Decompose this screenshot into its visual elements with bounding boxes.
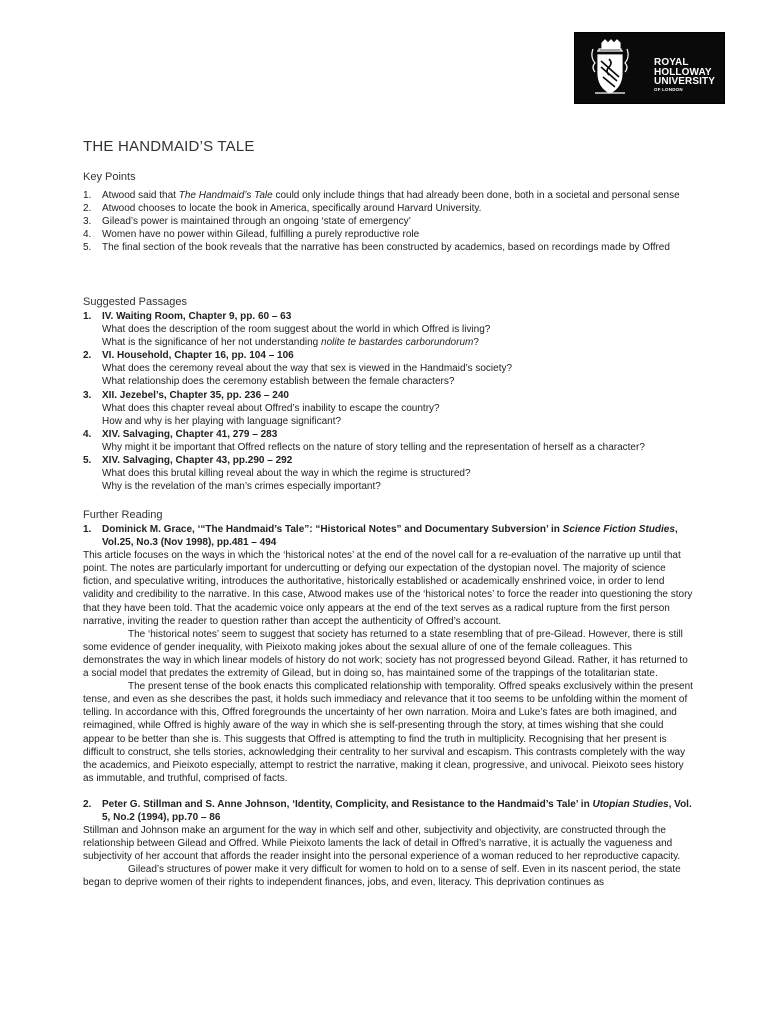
passage-question: What does this brutal killing reveal about the way in which the regime is structured? — [102, 468, 471, 480]
reading-paragraph: The present tense of the book enacts this complicated relationship with temporality. Offred speaks exclusively within the present tense, and even as she describes the past, it holds such immediacy and relevance that it too seems to be unfolding within the moment of telling. In accordance with this, Offred foregrounds the uncertainty of her own narration. Moira and Luke’s fates are both imagined, and reimagined, while Offred is highly aware of the way in which she is self-presenting through the story, at times wishing that she could appear to be better than she is. This suggests that Offred is attempting to find the truth in multiplicity. Recognising that her present is difficult to construct, she tells stories, acknowledging their centrality to her survival and escapism. This contrasts completely with the way the academics, and Pieixoto especially, attempt to restrict the narrative, making it clean, progressive, and univocal. Pieixoto sees history as immutable, and truthful, comprised of facts. — [83, 681, 693, 784]
passage-item — [83, 454, 693, 493]
reading-journal: Science Fiction Studies — [562, 524, 675, 535]
passage-question: Why might it be important that Offred reflects on the nature of story telling and the representation of herself as a character? — [102, 441, 645, 453]
logo-line: OF LONDON — [654, 86, 683, 92]
passage-item — [83, 349, 693, 388]
key-point-text: Atwood chooses to locate the book in America, specifically around Harvard University. — [102, 203, 482, 215]
key-points-heading: Key Points — [83, 171, 136, 183]
key-point-number: 3. — [83, 216, 92, 228]
key-point-number: 1. — [83, 190, 92, 201]
reading-paragraph: Gilead’s structures of power make it very difficult for women to hold on to a sense of self. Even in its nascent period, the state began to deprive women of their rights to independent finances, jobs, and even, literacy. This deprivation continues as — [83, 864, 681, 889]
key-point-text: Gilead’s power is maintained through an ongoing ‘state of emergency’ — [102, 216, 411, 228]
reading-entry-title — [83, 523, 693, 549]
suggested-passages-heading: Suggested Passages — [83, 296, 187, 308]
key-point-text: Women have no power within Gilead, fulfilling a purely reproductive role — [102, 229, 420, 241]
passage-question — [102, 336, 693, 349]
passage-title: XIV. Salvaging, Chapter 41, 279 – 283 — [102, 428, 278, 440]
university-crest-icon — [589, 39, 631, 99]
logo-wordmark — [654, 58, 715, 93]
key-point-text: could only include things that had already been done, both in a societal and personal sense — [272, 190, 680, 201]
passage-question — [102, 415, 693, 428]
passage-question — [102, 375, 693, 388]
key-point-number: 4. — [83, 229, 92, 241]
university-logo — [574, 32, 725, 104]
logo-line: HOLLOWAY — [654, 66, 712, 78]
passage-number: 2. — [83, 350, 92, 362]
passage-question-text: Why is the revelation of the man’s crimes especially important? — [102, 481, 381, 493]
reading-number: 2. — [83, 798, 92, 810]
key-point-title: The Handmaid’s Tale — [178, 190, 273, 201]
key-point-item — [83, 189, 693, 202]
key-point-item — [83, 215, 693, 228]
passage-title: VI. Household, Chapter 16, pp. 104 – 106 — [102, 350, 294, 362]
key-points-list — [83, 189, 693, 254]
key-point-number: 5. — [83, 242, 92, 254]
key-point-item — [83, 202, 693, 215]
passage-item — [83, 310, 693, 349]
passage-question — [102, 480, 693, 493]
key-point-text: The final section of the book reveals that the narrative has been constructed by academics, based on recordings made by Offred — [102, 242, 670, 254]
passage-title: IV. Waiting Room, Chapter 9, pp. 60 – 63 — [102, 311, 292, 322]
reading-title: Peter G. Stillman and S. Anne Johnson, ‘Identity, Complicity, and Resistance to the Handmaid’s Tale’ in — [102, 798, 593, 810]
reading-paragraph: Stillman and Johnson make an argument for the way in which self and other, subjectivity and objectivity, are constructed through the relationship between Gilead and Offred. While Pieixoto laments the lack of detail in Offred’s narrative, it is actually the vagueness and subjectivity of her account that affords the reader insight into the personal experience of a woman reduced to her reproductive capacity. — [83, 825, 681, 863]
reading-paragraph: The ‘historical notes’ seem to suggest that society has returned to a state resembling that of pre-Gilead. However, there is still some evidence of gender inequality, with Pieixoto making jokes about the sexual allure of one of the female colleagues. This demonstrates the way in which linear models of history do not work; society has not progressed beyond Gilead. Rather, it has returned to a social model that predates the extremity of Gilead, but in doing so, has maintained some of the trappings of the totalitarian state. — [83, 628, 688, 680]
key-point-number: 2. — [83, 203, 92, 215]
passage-number: 5. — [83, 455, 92, 467]
reading-citation: , Vol.25, No.3 (Nov 1998), pp.481 – 494 — [102, 524, 678, 549]
further-reading-heading: Further Reading — [83, 509, 163, 521]
key-point-item — [83, 228, 693, 241]
passage-question-latin: nolite te bastardes carborundorum — [321, 337, 474, 349]
reading-paragraph: This article focuses on the ways in which the ‘historical notes’ at the end of the novel call for a re-evaluation of the narrative up until that point. The notes are particularly important for undercutting or defying our expectation of the dystopian novel. The majority of science fiction, and speculative writing, introduces the authoritative, historically established or academically enshrined voice, in order to lend validity and credibility to the narrative. In this case, Atwood makes use of the ‘historical notes’ to force the reader into questioning the story that they have been told. That the academic voice only appears at the end of the text serves as a radical rupture from the first person narrative, inviting the reader to question rather than accept the authenticity of Offred’s account. — [83, 550, 693, 627]
passage-question: What does this chapter reveal about Offred’s inability to escape the country? — [102, 402, 440, 414]
passage-title: XII. Jezebel’s, Chapter 35, pp. 236 – 240 — [102, 389, 289, 401]
further-reading-section — [83, 523, 693, 890]
reading-entry-title — [83, 798, 693, 824]
document-title: THE HANDMAID’S TALE — [83, 138, 255, 155]
reading-journal: Utopian Studies — [592, 798, 669, 810]
passage-item — [83, 389, 693, 428]
suggested-passages-list — [83, 310, 693, 493]
key-point-item — [83, 241, 693, 254]
key-point-text: Atwood said that — [102, 190, 179, 201]
passage-question: What does the ceremony reveal about the way that sex is viewed in the Handmaid’s society? — [102, 363, 513, 375]
passage-question-text: How and why is her playing with language significant? — [102, 415, 342, 427]
reading-title: Dominick M. Grace, ‘“The Handmaid’s Tale”: “Historical Notes” and Documentary Subversion’ in — [102, 524, 563, 535]
passage-question: What does the description of the room suggest about the world in which Offred is living? — [102, 324, 491, 336]
reading-citation: , Vol. 5, No.2 (1994), pp.70 – 86 — [102, 798, 692, 823]
passage-item — [83, 428, 693, 454]
reading-number: 1. — [83, 524, 92, 535]
passage-title: XIV. Salvaging, Chapter 43, pp.290 – 292 — [102, 455, 293, 467]
passage-number: 1. — [83, 311, 92, 322]
passage-question-text: What is the significance of her not understanding — [102, 337, 322, 349]
passage-question-text: ? — [473, 337, 479, 349]
passage-number: 4. — [83, 428, 92, 440]
passage-question-text: What relationship does the ceremony establish between the female characters? — [102, 376, 455, 388]
passage-number: 3. — [83, 389, 92, 401]
logo-line: ROYAL — [654, 57, 689, 68]
logo-line: UNIVERSITY — [654, 76, 716, 87]
